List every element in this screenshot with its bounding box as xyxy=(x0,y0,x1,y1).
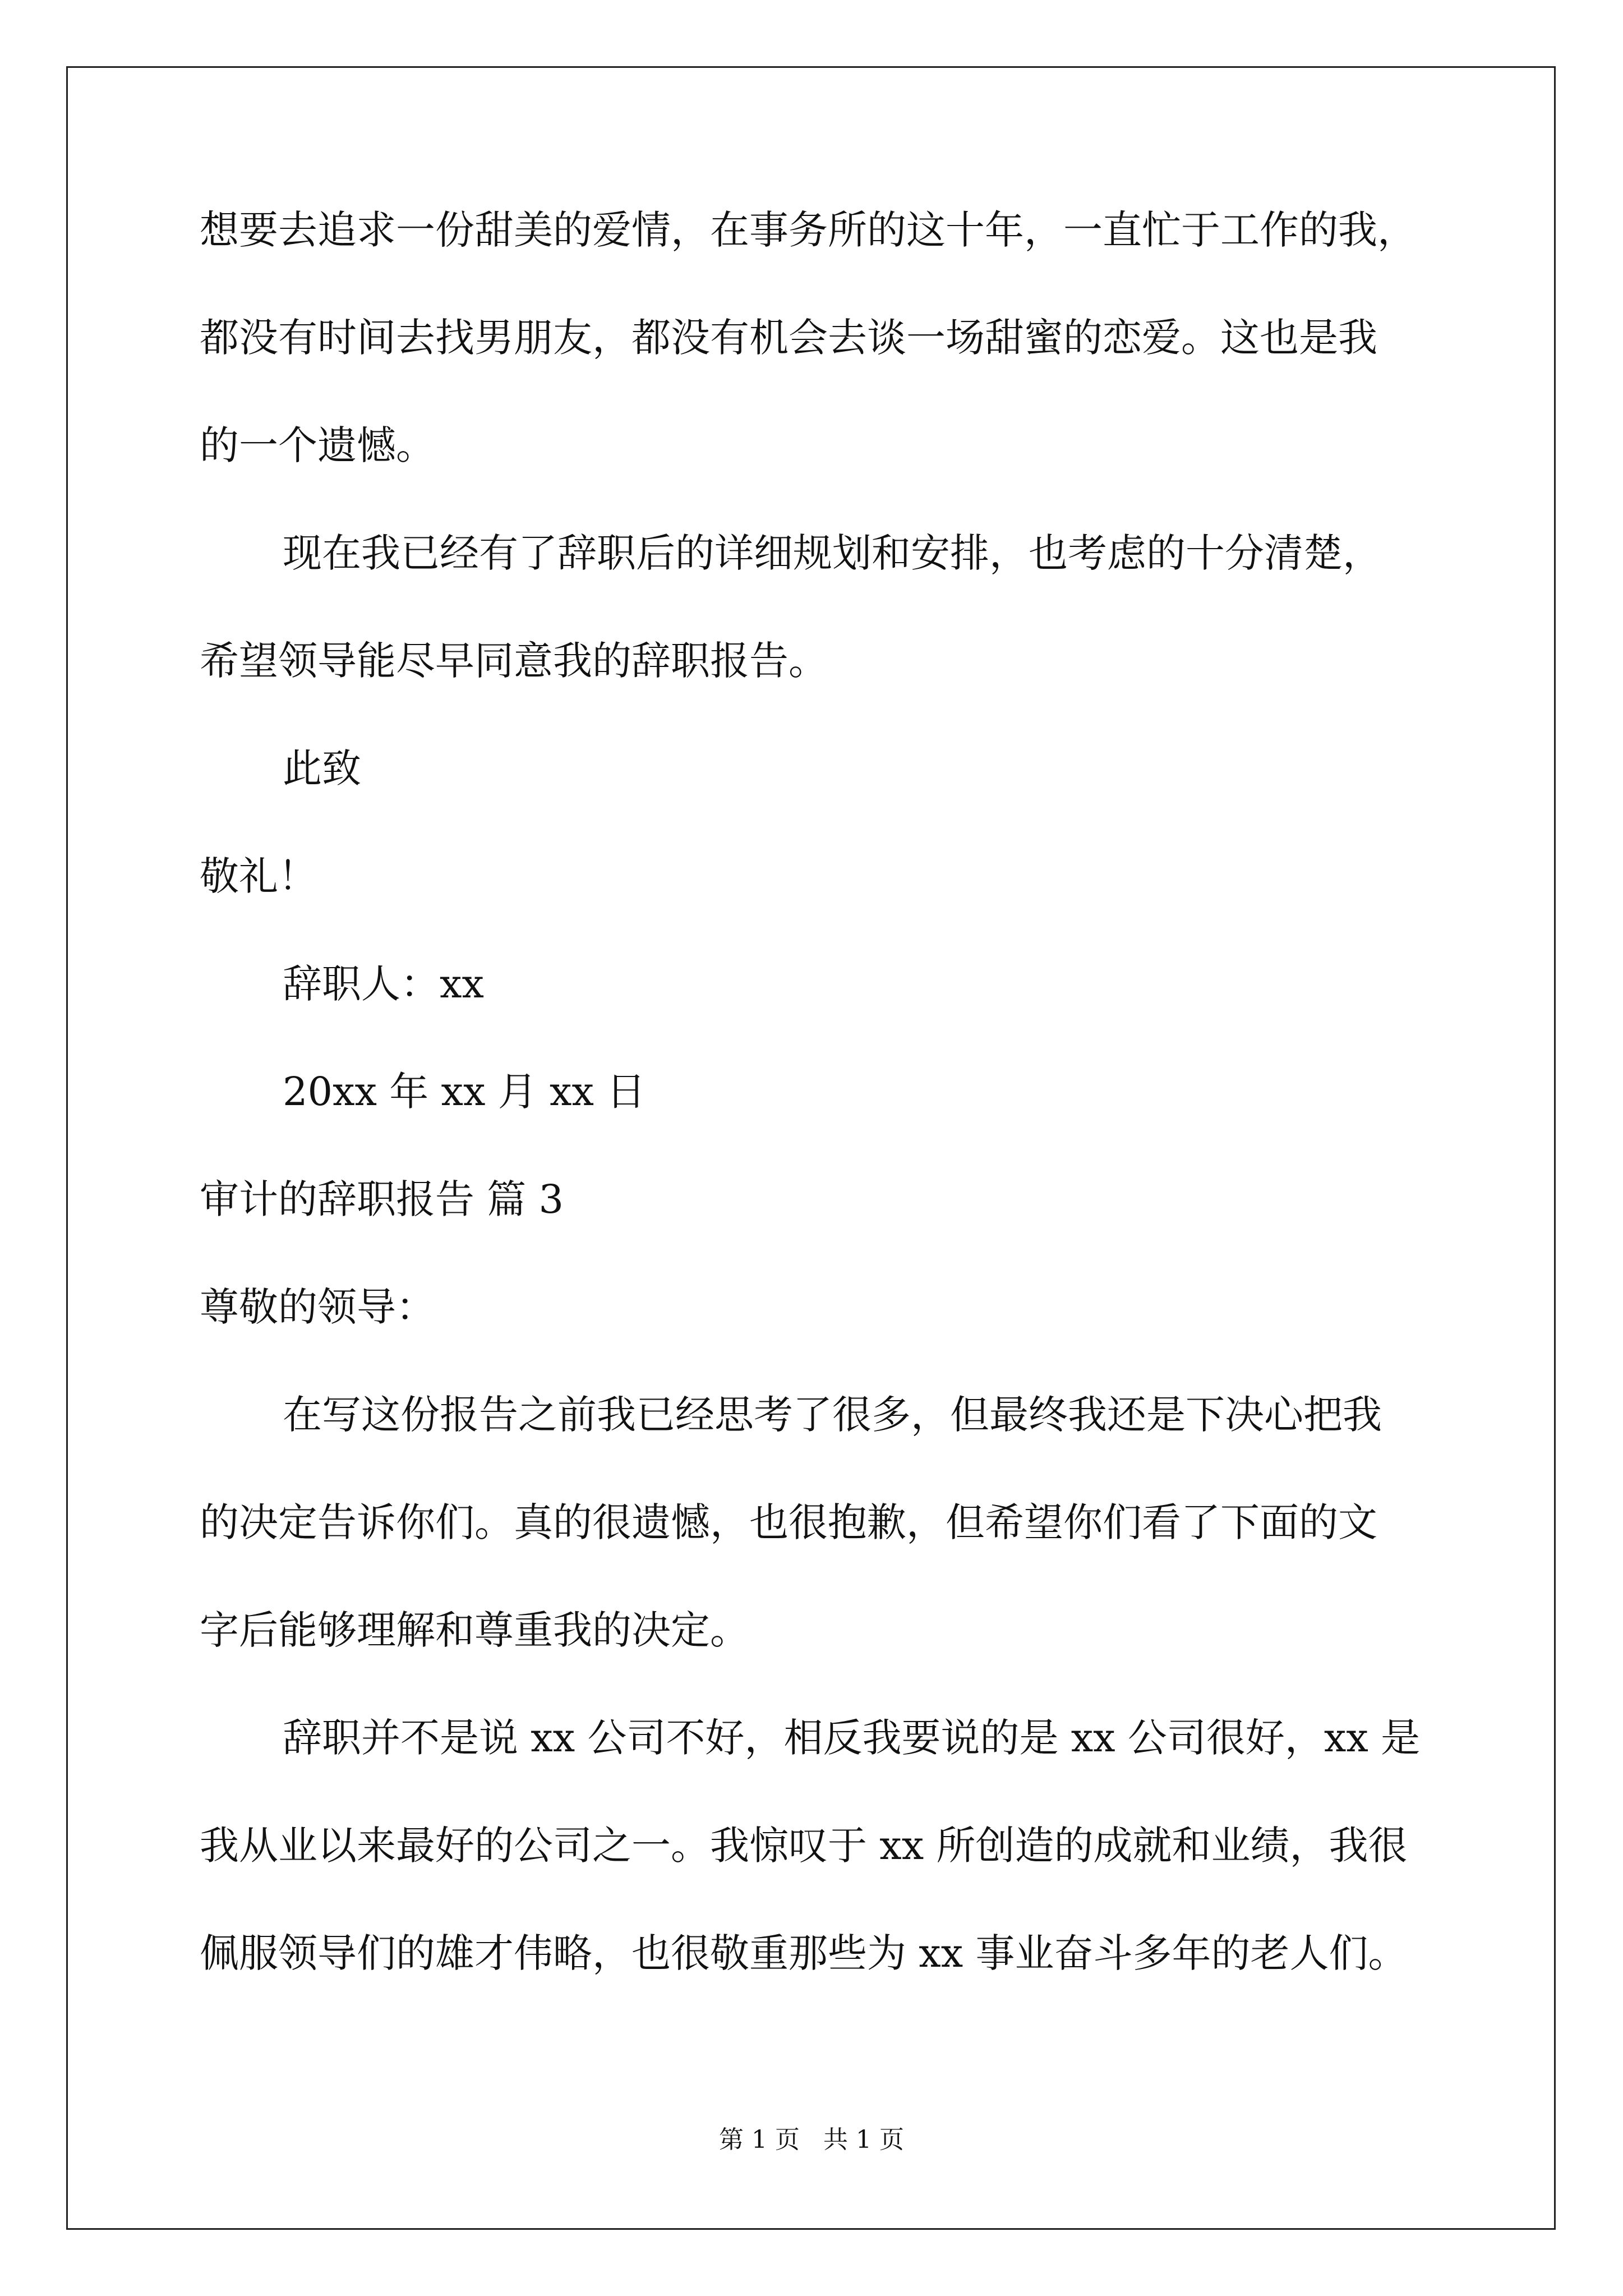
text-line: 的决定告诉你们。真的很遗憾，也很抱歉，但希望你们看了下面的文 xyxy=(200,1499,1377,1545)
text-line: 的一个遗憾。 xyxy=(200,422,435,468)
greeting-line: 尊敬的领导： xyxy=(200,1284,435,1330)
text-line: 在写这份报告之前我已经思考了很多，但最终我还是下决心把我 xyxy=(283,1392,1382,1438)
text-line: 都没有时间去找男朋友，都没有机会去谈一场甜蜜的恋爱。这也是我 xyxy=(200,315,1377,361)
text-line: 字后能够理解和尊重我的决定。 xyxy=(200,1607,749,1653)
text-line: 辞职并不是说 xx 公司不好，相反我要说的是 xx 公司很好，xx 是 xyxy=(283,1715,1421,1761)
date-line: 20xx 年 xx 月 xx 日 xyxy=(283,1069,646,1115)
signature-line: 辞职人：xx xyxy=(283,961,484,1007)
text-line: 想要去追求一份甜美的爱情，在事务所的这十年，一直忙于工作的我， xyxy=(200,207,1417,253)
closing-regards: 敬礼！ xyxy=(200,853,317,899)
text-line: 希望领导能尽早同意我的辞职报告。 xyxy=(200,638,828,684)
page-footer: 第 1 页 共 1 页 xyxy=(719,2125,904,2154)
closing-salutation: 此致 xyxy=(283,746,361,792)
text-line: 现在我已经有了辞职后的详细规划和安排，也考虑的十分清楚， xyxy=(283,530,1382,576)
section-heading: 审计的辞职报告 篇 3 xyxy=(200,1176,564,1222)
text-line: 我从业以来最好的公司之一。我惊叹于 xx 所创造的成就和业绩，我很 xyxy=(200,1823,1408,1869)
document-body xyxy=(200,202,1467,2033)
text-line: 佩服领导们的雄才伟略，也很敬重那些为 xx 事业奋斗多年的老人们。 xyxy=(200,1930,1408,1976)
